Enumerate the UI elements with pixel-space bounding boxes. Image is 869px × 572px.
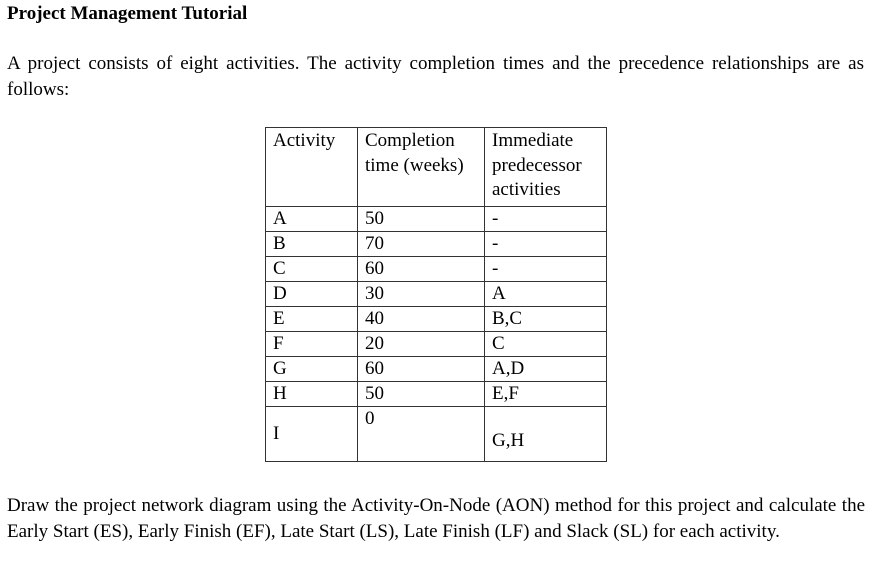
completion-time-cell: 60: [358, 356, 485, 381]
table-row: [266, 406, 607, 461]
predecessor-cell: A: [485, 281, 607, 306]
predecessor-cell: G,H: [485, 406, 607, 461]
completion-time-cell: 60: [358, 256, 485, 281]
table-row: [266, 306, 607, 331]
activity-table: [265, 127, 607, 462]
table-row: [266, 206, 607, 231]
intro-paragraph: A project consists of eight activities. The activity completion times and the precedence relationships are as follows:: [7, 53, 864, 100]
activity-cell: G: [266, 356, 358, 381]
table-row: [266, 331, 607, 356]
activity-cell: A: [266, 206, 358, 231]
table-row: [266, 231, 607, 256]
predecessor-cell: B,C: [485, 306, 607, 331]
header-completion-time: Completion time (weeks): [358, 128, 485, 207]
predecessor-cell: -: [485, 256, 607, 281]
activity-cell: C: [266, 256, 358, 281]
completion-time-cell: 30: [358, 281, 485, 306]
activity-cell: D: [266, 281, 358, 306]
activity-cell: E: [266, 306, 358, 331]
predecessor-cell: E,F: [485, 381, 607, 406]
predecessor-cell: C: [485, 331, 607, 356]
activity-cell: F: [266, 331, 358, 356]
table-row: [266, 281, 607, 306]
completion-time-cell: 40: [358, 306, 485, 331]
header-predecessors: Immediate predecessor activities: [485, 128, 607, 207]
completion-time-cell: 0: [358, 406, 485, 461]
page-title: Project Management Tutorial: [7, 3, 248, 24]
table-row: [266, 356, 607, 381]
completion-time-cell: 50: [358, 381, 485, 406]
completion-time-cell: 50: [358, 206, 485, 231]
predecessor-cell: -: [485, 206, 607, 231]
activity-cell: H: [266, 381, 358, 406]
table-header-row: [266, 128, 607, 207]
table-row: [266, 256, 607, 281]
activity-cell: I: [266, 406, 358, 461]
question-paragraph: Draw the project network diagram using the Activity-On-Node (AON) method for this project and calculate the Early Start (ES), Early Finish (EF), Late Start (LS), Late Finish (LF) and Slack (SL) for each activity.: [7, 495, 865, 542]
header-activity: Activity: [266, 128, 358, 207]
completion-time-cell: 20: [358, 331, 485, 356]
activity-cell: B: [266, 231, 358, 256]
predecessor-cell: -: [485, 231, 607, 256]
table-row: [266, 381, 607, 406]
completion-time-cell: 70: [358, 231, 485, 256]
predecessor-cell: A,D: [485, 356, 607, 381]
